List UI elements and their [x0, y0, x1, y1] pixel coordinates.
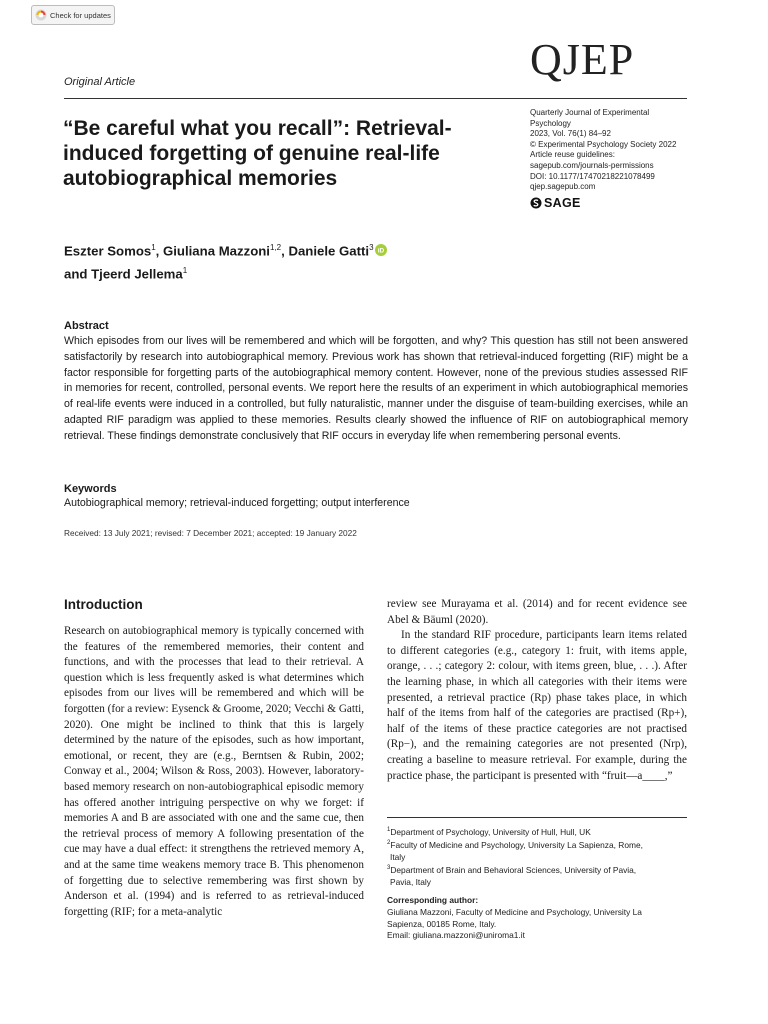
check-for-updates-label: Check for updates	[50, 10, 111, 20]
author-affiliation: 1	[151, 243, 156, 252]
author-name: Giuliana Mazzoni	[163, 243, 270, 259]
footnote-text: Department of Psychology, University of Hull, Hull, UK	[390, 826, 591, 837]
keywords-heading: Keywords	[64, 483, 117, 495]
author-affiliation: 3	[369, 243, 374, 252]
footnote-text: Faculty of Medicine and Psychology, University La Sapienza, Rome,	[390, 840, 643, 851]
keywords-text: Autobiographical memory; retrieval-induced forgetting; output interference	[64, 497, 410, 509]
journal-website-link[interactable]: qjep.sagepub.com	[530, 182, 596, 192]
footnote-continuation: Italy	[390, 851, 406, 862]
journal-logo: QJEP	[530, 35, 635, 84]
orcid-icon[interactable]	[375, 244, 387, 256]
journal-name-line: Psychology	[530, 118, 571, 128]
author-separator: ,	[155, 243, 163, 259]
affiliation-footnote	[387, 825, 687, 838]
journal-metadata	[530, 108, 690, 193]
check-for-updates-badge[interactable]	[31, 5, 115, 25]
abstract-heading: Abstract	[64, 320, 109, 332]
corresponding-author-heading: Corresponding author:	[387, 895, 479, 906]
footnote-text: Department of Brain and Behavioral Sciences, University of Pavia,	[390, 865, 637, 876]
footnote-number: 2	[387, 840, 391, 847]
author-name: Eszter Somos	[64, 243, 152, 259]
footnote-number: 1	[387, 827, 391, 833]
sage-logo-icon	[530, 197, 542, 209]
author-name: Daniele Gatti	[288, 243, 370, 259]
author-list	[64, 238, 484, 285]
abstract-text: Which episodes from our lives will be remembered and which will be forgotten, and why? This question has still not been answered satisfactorily by research into autobiographical memory. Previous work has shown that retrieval-induced forgetting (RIF) might be a factor responsible for forgetting parts of the autobiographical memory content. However, none of the previous studies assessed RIF in memories for recent, controlled, personal events. We report here the results of an experiment in which autobiographical memories of real-life events were induced in a controlled, but fully naturalistic, manner under the disguise of team-building exercises, while an adapted RIF paradigm was applied to these memories. Results clearly showed the influence of RIF on autobiographical memory retrieval. These findings demonstrate conclusively that RIF occurs in everyday life when remembering personal events.	[64, 335, 688, 442]
article-type: Original Article	[64, 76, 136, 88]
publication-dates: Received: 13 July 2021; revised: 7 December 2021; accepted: 19 January 2022	[64, 528, 357, 538]
publisher-name: SAGE	[544, 196, 581, 210]
copyright: © Experimental Psychology Society 2022	[530, 139, 677, 149]
corresponding-author-line: Sapienza, 00185 Rome, Italy.	[387, 918, 497, 929]
author-affiliation: 1	[182, 266, 188, 276]
permissions-link[interactable]: sagepub.com/journals-permissions	[530, 160, 654, 170]
footnotes	[387, 825, 687, 942]
article-title: “Be careful what you recall”: Retrieval-induced forgetting of genuine real-life autobiographical memories	[63, 117, 452, 190]
body-text-left-column: Research on autobiographical memory is typically concerned with the features of the remembered memories, their content and functions, and with the processes that lead to their retrieval. A question which is less frequently asked is what determines which episodes from our lives will be remembered and which will be forgotten (for a review: Eysenck & Groome, 2020; Vecchi & Gatti, 2020). One might be inclined to think that this is largely determined by the nature of the episodes, such as how important, emotional, or recent, they are (e.g., Berntsen & Rubin, 2002; Conway et al., 2004; Wilson & Ross, 2003). However, laboratory-based memory research on non-autobiographical episodic memory has offered another intriguing perspective on why we forget: if memories A and B are associated with one and the same cue, then the retrieval process of memory A following presentation of the cue may have a dual effect: it strengthens the retrieved memory A, and at the same time weakens memory trace B. This phenomenon of forgetting due to selective remembering was first shown by Anderson et al. (1994) and is referred to as retrieval-induced forgetting (RIF; for a meta-analytic	[64, 625, 364, 918]
paragraph: In the standard RIF procedure, participants learn items related to different categories (e.g., category 1: fruit, with items apple, orange, . . .; category 2: colour, with items green, blue, . . .). After the learning phase, in which all categories with their items were presented, a retrieval practice (Rp) phase takes place, in which half of the items from half of the categories are practised (Rp+), half of the items of these practice categories are not practised (Rp−), and the remaining categories are not presented (Nrp), creating a baseline to measure retrieval. For example, during the practice phase, the participant is presented with “fruit—a____,”	[387, 629, 687, 782]
corresponding-author-line: Giuliana Mazzoni, Faculty of Medicine and Psychology, University La	[387, 906, 642, 917]
author-affiliation: 1,2	[269, 243, 282, 252]
svg-text:iD: iD	[377, 247, 384, 255]
corresponding-author-email[interactable]: Email: giuliana.mazzoni@uniroma1.it	[387, 930, 525, 941]
affiliation-footnote	[387, 838, 687, 851]
author-separator: ,	[281, 243, 289, 259]
footnote-number: 3	[387, 865, 391, 872]
journal-name-line: Quarterly Journal of Experimental	[530, 108, 650, 117]
author-name: Tjeerd Jellema	[91, 266, 183, 282]
section-heading-introduction: Introduction	[64, 597, 143, 612]
author-separator: and	[64, 266, 92, 282]
paragraph: review see Murayama et al. (2014) and for recent evidence see Abel & Bäuml (2020).	[387, 598, 687, 626]
publisher-logo	[530, 196, 581, 210]
doi-link[interactable]: DOI: 10.1177/17470218221078499	[530, 171, 655, 181]
volume-info: 2023, Vol. 76(1) 84–92	[530, 129, 611, 139]
check-for-updates-icon	[35, 9, 47, 21]
footnote-divider	[387, 817, 687, 818]
reuse-guidelines-label: Article reuse guidelines:	[530, 150, 615, 160]
body-text-right-column	[387, 597, 687, 784]
header-divider	[64, 98, 687, 99]
affiliation-footnote	[387, 863, 687, 876]
footnote-continuation: Pavia, Italy	[390, 876, 431, 887]
